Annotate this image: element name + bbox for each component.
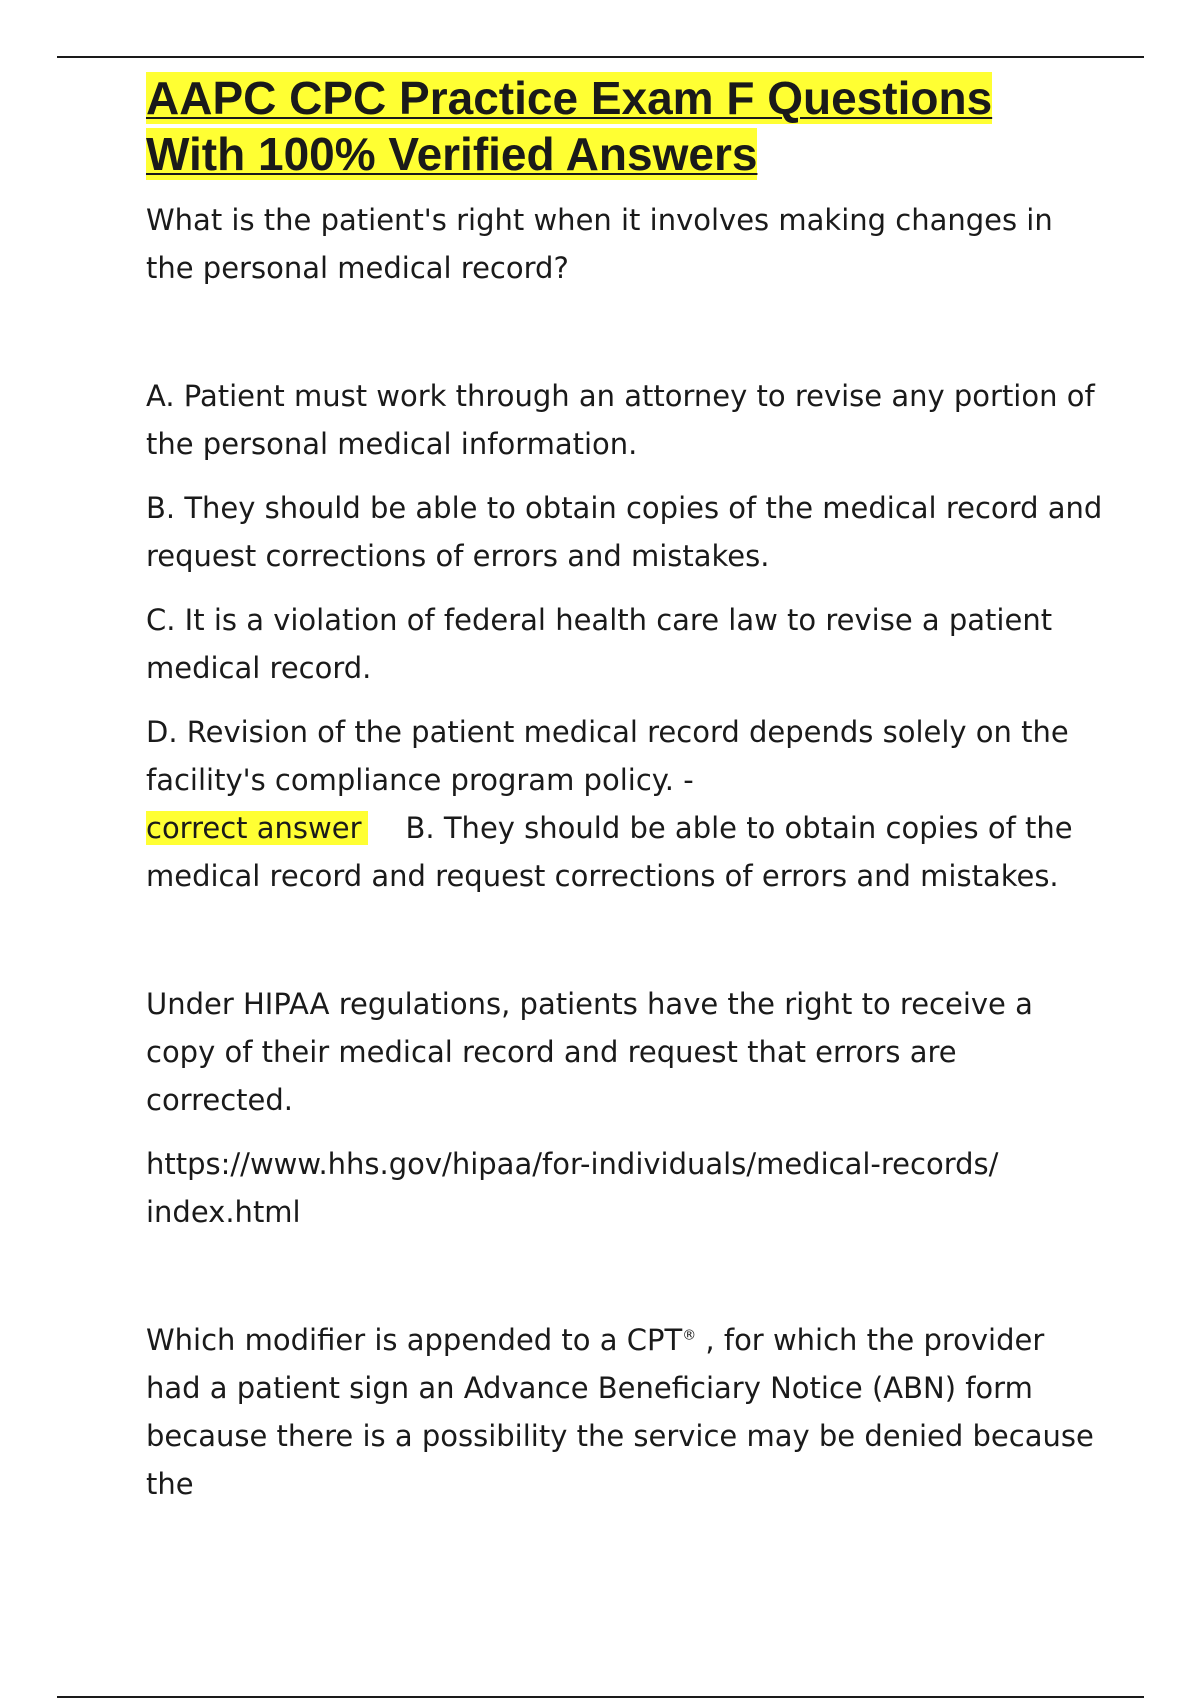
document-title [146,70,1106,182]
option-a: A. Patient must work through an attorney to revise any portion of the personal medical information. [146,379,1095,461]
question-2-part-2: , for which the provider had a patient sign an Advance Beneficiary Notice (ABN) form because there is a possibility the service may be denied because the [146,1323,1094,1501]
question-1-text: What is the patient's right when it involves making changes in the personal medical record? [146,203,1053,285]
title-line-2: With 100% Verified Answers [146,128,758,180]
top-rule [57,56,1144,58]
title-line-1: AAPC CPC Practice Exam F Questions [146,72,993,124]
reference-line-2: index.html [146,1195,301,1229]
bottom-rule [57,1696,1144,1698]
correct-answer-text: B. They should be able to obtain copies of the medical record and request corrections of errors and mistakes. [146,811,1073,893]
document-body [146,70,1106,1508]
answer-line [146,804,1106,900]
option-c: C. It is a violation of federal health care law to revise a patient medical record. [146,603,1053,685]
reference-line-1: https://www.hhs.gov/hipaa/for-individuals/medical-records/ [146,1147,999,1181]
option-b: B. They should be able to obtain copies of the medical record and request corrections of errors and mistakes. [146,491,1103,573]
option-d: D. Revision of the patient medical record depends solely on the facility's compliance program policy. - [146,715,1069,797]
registered-mark: ® [682,1327,697,1344]
correct-answer-label: correct answer [146,811,368,845]
reference-link [146,1140,1106,1236]
question-2-text [146,1316,1106,1508]
question-2-part-1: Which modifier is appended to a CPT [146,1323,683,1357]
explanation: Under HIPAA regulations, patients have the right to receive a copy of their medical record and request that errors are corrected. [146,987,1033,1117]
